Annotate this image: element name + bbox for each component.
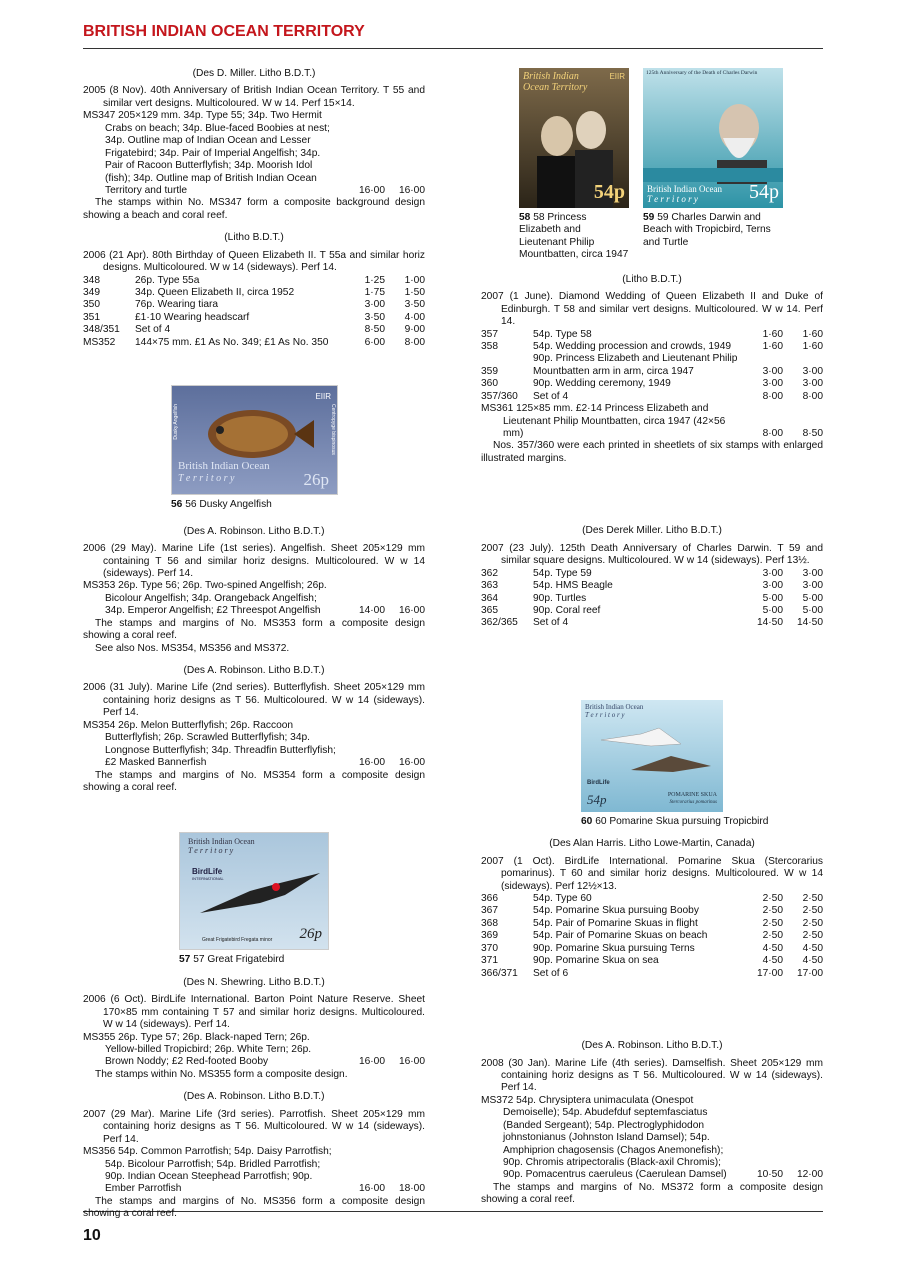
- price-used: 8·00: [802, 390, 823, 402]
- price-mint: 8·50: [364, 324, 385, 336]
- stamp-description: 90p. Pomarine Skua on sea: [533, 955, 659, 967]
- stamp-number: 366/371: [481, 967, 518, 979]
- note: The stamps and margins of No. MS372 form a composite design showing a coral reef.: [481, 1181, 823, 1206]
- price-used: 16·00: [398, 184, 425, 196]
- price-mint: 5·00: [762, 592, 783, 604]
- stamp-territory: T e r r i t o r y: [188, 846, 234, 856]
- issue-intro: 2006 (21 Apr). 80th Birthday of Queen Elizabeth II. T 55a and similar horiz designs. Multicoloured. W w 14 (sideways). Perf 14.: [83, 249, 425, 274]
- stamp-58-image: [519, 68, 629, 208]
- stamp-description: 54p. Type 58: [533, 328, 592, 340]
- stamp-description: 54p. Pair of Pomarine Skuas in flight: [533, 917, 698, 929]
- issue-intro: 2006 (31 July). Marine Life (2nd series). Butterflyfish. Sheet 205×129 mm containing horiz designs as T 56. Multicoloured. W w 14 (sideways). Perf 14.: [83, 682, 425, 719]
- ms-desc: MS347 205×129 mm. 34p. Type 55; 34p. Two Hermit Crabs on beach; 34p. Blue-faced Boobies at nest; 34p. Outline map of Indian Ocean and Lesser Frigatebird; 34p. Pair of Imperial Angelfish; 34p. Pair of Racoon Butterflyfish; 34p. Moorish Idol (fish); 34p. Outline map of British Indian Ocean Territory and turtle: [83, 110, 330, 196]
- stamp-row: [481, 378, 823, 390]
- stamp-number: 371: [481, 955, 498, 967]
- ms-desc: MS353 26p. Type 56; 26p. Two-spined Angelfish; 26p. Bicolour Angelfish; 34p. Orangeback Angelfish; 34p. Emperor Angelfish; £2 Threespot Angelfish: [83, 580, 327, 617]
- stamp-57-image: [179, 832, 329, 950]
- credit: (Des A. Robinson. Litho B.D.T.): [581, 1040, 723, 1052]
- price-used: 2·50: [802, 893, 823, 904]
- stamp-country: British Indian: [523, 71, 579, 82]
- stamp-description: 144×75 mm. £1 As No. 349; £1 As No. 350: [135, 336, 329, 348]
- price-mint: 8·00: [762, 428, 783, 439]
- price-used: 5·00: [802, 604, 823, 616]
- issue-intro: 2006 (29 May). Marine Life (1st series). Angelfish. Sheet 205×129 mm containing T 56 and similar horiz designs. Multicoloured. W w 14 (sideways). Perf 14.: [83, 543, 425, 579]
- stamp-description: 90p. Wedding ceremony, 1949: [533, 378, 671, 390]
- price-mint: 3·00: [364, 299, 385, 311]
- stamp-description: 54p. Type 59: [533, 567, 592, 579]
- price-used: 16·00: [398, 757, 425, 769]
- page-title: BRITISH INDIAN OCEAN TERRITORY: [83, 23, 365, 40]
- stamp-description: Set of 4: [533, 617, 569, 629]
- stamp-top-text: 125th Anniversary of the Death of Charles Darwin: [646, 70, 758, 76]
- caption-text: 60 Pomarine Skua pursuing Tropicbird: [595, 815, 769, 827]
- royal-cypher: EIIR: [609, 72, 625, 81]
- stamp-value: 54p: [587, 791, 607, 807]
- note: The stamps and margins of No. MS356 form a composite design showing a coral reef.: [83, 1195, 425, 1220]
- credit: (Des D. Miller. Litho B.D.T.): [192, 68, 316, 79]
- price-used: 1·50: [404, 287, 425, 298]
- stamp-value: 54p: [749, 181, 779, 203]
- page-number: 10: [83, 1227, 101, 1244]
- stamp-row: [481, 968, 823, 980]
- stamp-row: [481, 893, 823, 905]
- price-mint: 3·00: [762, 365, 783, 377]
- price-mint: 4·50: [762, 955, 783, 967]
- stamp-row: [83, 299, 425, 311]
- stamp-description: Set of 4: [533, 390, 569, 402]
- stamp-description: 54p. Type 60: [533, 893, 592, 904]
- stamp-caption: 56 56 Dusky Angelfish: [171, 499, 272, 511]
- price-used: 1·60: [802, 340, 823, 352]
- stamp-59-image: [643, 68, 783, 208]
- ms-row: [481, 1095, 823, 1182]
- stamp-description: 76p. Wearing tiara: [135, 299, 219, 311]
- stamp-country: British Indian Ocean: [647, 184, 722, 194]
- ms-row: [83, 720, 425, 770]
- price-mint: 5·00: [762, 604, 783, 616]
- issue-intro: 2005 (8 Nov). 40th Anniversary of British Indian Ocean Territory. T 55 and similar vert designs. Multicoloured. W w 14. Perf 15×14.: [83, 85, 425, 109]
- stamp-description: Set of 4: [135, 324, 171, 336]
- price-mint: 17·00: [756, 967, 783, 979]
- price-used: 8·50: [802, 428, 823, 439]
- stamp-territory: T e r r i t o r y: [178, 473, 235, 485]
- stamp-row: [481, 605, 823, 617]
- price-mint: 10·50: [756, 1169, 783, 1181]
- caption-text: 59 Charles Darwin and Beach with Tropicbird, Terns and Turtle: [643, 212, 771, 248]
- price-mint: 2·50: [762, 905, 783, 917]
- stamp-number: 366: [481, 893, 498, 904]
- stamp-description: 90p. Pomarine Skua pursuing Terns: [533, 942, 695, 954]
- stamp-description: 90p. Turtles: [533, 592, 587, 604]
- stamp-row: [83, 275, 425, 287]
- issue-intro: 2007 (1 Oct). BirdLife International. Pomarine Skua (Stercorarius pomarinus). T 60 and similar horiz designs. Multicoloured. W w 14 (sideways). Perf 12½×13.: [481, 855, 823, 892]
- credit: (Des A. Robinson. Litho B.D.T.): [183, 525, 325, 537]
- price-mint: 8·00: [762, 390, 783, 402]
- price-mint: 16·00: [358, 184, 385, 196]
- issue-intro: 2006 (6 Oct). BirdLife International. Barton Point Nature Reserve. Sheet 170×85 mm containing T 57 and similar horiz designs. Multicoloured. W w 14 (sideways). Perf 14.: [83, 994, 425, 1031]
- ms-desc: MS361 125×85 mm. £2·14 Princess Elizabeth and Lieutenant Philip Mountbatten, circa 1947 (42×56 mm): [481, 403, 726, 439]
- price-mint: 6·00: [364, 336, 385, 348]
- price-mint: 2·50: [762, 893, 783, 904]
- price-mint: 2·50: [762, 917, 783, 929]
- stamp-territory: T e r r i t o r y: [585, 710, 625, 719]
- price-mint: 1·60: [762, 328, 783, 340]
- note: The stamps and margins of No. MS353 form a composite design showing a coral reef.: [83, 617, 425, 642]
- stamp-description: 90p. Princess Elizabeth and Lieutenant Philip Mountbatten arm in arm, circa 1947: [533, 353, 738, 377]
- price-mint: 4·50: [762, 942, 783, 954]
- stamp-description: 54p. Wedding procession and crowds, 1949: [533, 340, 732, 352]
- ms-desc: MS355 26p. Type 57; 26p. Black-naped Tern; 26p. Yellow-billed Tropicbird; 26p. White Tern; 26p. Brown Noddy; £2 Red-footed Booby: [83, 1031, 312, 1068]
- stamp-number: 358: [481, 340, 498, 352]
- price-mint: 16·00: [358, 1056, 385, 1068]
- stamp-row: [481, 955, 823, 967]
- stamp-row: [481, 580, 823, 592]
- stamp-description: 26p. Type 55a: [135, 274, 200, 286]
- stamp-number: 364: [481, 592, 498, 604]
- stamp-list: [481, 568, 823, 630]
- stamp-caption: 60 60 Pomarine Skua pursuing Tropicbird: [581, 815, 769, 827]
- stamp-row: [83, 337, 425, 349]
- stamp-caption: 59 59 Charles Darwin and Beach with Tropicbird, Terns and Turtle: [643, 212, 771, 248]
- credit: (Des A. Robinson. Litho B.D.T.): [183, 665, 325, 676]
- credit: (Des A. Robinson. Litho B.D.T.): [183, 1091, 325, 1103]
- birdlife-logo: BirdLife: [192, 867, 223, 877]
- price-used: 2·50: [802, 930, 823, 942]
- stamp-country: British Indian Ocean: [178, 460, 270, 473]
- stamp-number: 365: [481, 604, 498, 616]
- stamp-number: 357/360: [481, 390, 518, 402]
- price-mint: 16·00: [358, 1183, 385, 1195]
- stamp-caption: 58 58 Princess Elizabeth and Lieutenant Philip Mountbatten, circa 1947: [519, 212, 629, 261]
- stamp-row: [481, 568, 823, 580]
- price-used: 16·00: [398, 1056, 425, 1068]
- stamp-number: 349: [83, 287, 100, 298]
- stamp-row: [481, 391, 823, 403]
- stamp-row: [83, 287, 425, 299]
- credit: (Litho B.D.T.): [622, 273, 682, 285]
- stamp-list: [481, 893, 823, 980]
- stamp-bird-latin: Stercorarius pomarinus: [669, 799, 717, 805]
- ms-desc: MS372 54p. Chrysiptera unimaculata (Onespot Demoiselle); 54p. Abudefduf septemfasciatus (Banded Sergeant); 54p. Plectroglyphidodon johnstonianus (Johnston Island Damsel); 54p. Amphiprion chagosensis (Chagos Anemonefish); 90p. Chromis atripectoralis (Black-axil Chromis); 90p. Pomacentrus caeruleus (Caerulean Damsel): [481, 1094, 727, 1181]
- stamp-value: 26p: [303, 470, 329, 490]
- stamp-description: 90p. Coral reef: [533, 604, 601, 616]
- stamp-row: [481, 905, 823, 917]
- price-used: 2·50: [802, 917, 823, 929]
- ms-row: [83, 1032, 425, 1069]
- price-used: 8·00: [404, 336, 425, 348]
- stamp-row: [481, 918, 823, 930]
- stamp-number: 369: [481, 930, 498, 942]
- price-used: 3·00: [802, 365, 823, 377]
- ms-row: [83, 110, 425, 197]
- caption-text: 58 Princess Elizabeth and Lieutenant Philip Mountbatten, circa 1947: [519, 212, 629, 261]
- credit: (Des Alan Harris. Litho Lowe-Martin, Canada): [549, 838, 755, 850]
- stamp-number: 362/365: [481, 617, 518, 629]
- price-used: 3·50: [404, 299, 425, 311]
- price-mint: 16·00: [358, 757, 385, 769]
- price-used: 3·00: [802, 378, 823, 390]
- price-used: 2·50: [802, 905, 823, 917]
- price-used: 16·00: [398, 605, 425, 617]
- stamp-number: 362: [481, 567, 498, 579]
- price-mint: 1·75: [364, 287, 385, 298]
- stamp-60-image: [581, 700, 723, 812]
- stamp-side-text: Dusky Angelfish: [173, 404, 179, 440]
- credit: (Des Derek Miller. Litho B.D.T.): [582, 525, 722, 537]
- price-used: 3·00: [802, 567, 823, 579]
- note: The stamps and margins of No. MS354 form a composite design showing a coral reef.: [83, 769, 425, 793]
- stamp-number: 348/351: [83, 324, 120, 336]
- stamp-number: MS352: [83, 336, 116, 348]
- price-mint: 3·00: [762, 580, 783, 592]
- stamp-56-image: [171, 385, 338, 495]
- stamp-bird-name: Great Frigatebird Fregata minor: [202, 937, 273, 944]
- see-also: See also Nos. MS354, MS356 and MS372.: [95, 642, 290, 654]
- price-used: 4·50: [802, 955, 823, 967]
- caption-text: 57 Great Frigatebird: [193, 954, 285, 966]
- stamp-value: 26p: [299, 926, 322, 943]
- price-mint: 1·25: [364, 274, 385, 286]
- issue-intro: 2007 (1 June). Diamond Wedding of Queen Elizabeth II and Duke of Edinburgh. T 58 and similar vert designs. Multicoloured. W w 14. Perf 14.: [481, 291, 823, 328]
- price-used: 4·50: [802, 942, 823, 954]
- ms-row: [481, 403, 823, 440]
- price-mint: 1·60: [762, 340, 783, 352]
- stamp-row: [481, 341, 823, 353]
- credit: (Des N. Shewring. Litho B.D.T.): [183, 976, 325, 988]
- price-mint: 3·00: [762, 567, 783, 579]
- stamp-row: [481, 930, 823, 942]
- stamp-number: 363: [481, 580, 498, 592]
- stamp-number: 370: [481, 942, 498, 954]
- price-mint: 3·50: [364, 311, 385, 323]
- stamp-list: [481, 329, 823, 404]
- stamp-description: 34p. Queen Elizabeth II, circa 1952: [135, 287, 295, 298]
- stamp-number: 359: [481, 365, 498, 377]
- stamp-58-block: [519, 68, 629, 262]
- stamp-row: [481, 617, 823, 629]
- note: Nos. 357/360 were each printed in sheetlets of six stamps with enlarged illustrated margins.: [481, 440, 823, 464]
- price-used: 12·00: [796, 1169, 823, 1181]
- stamp-territory: T e r r i t o r y: [647, 194, 698, 204]
- stamp-list: [83, 275, 425, 350]
- stamp-number: 357: [481, 328, 498, 340]
- royal-cypher: EIIR: [315, 392, 331, 402]
- stamp-row: [481, 353, 823, 378]
- header-rule: [83, 48, 823, 49]
- stamp-description: Set of 6: [533, 967, 569, 979]
- birdlife-sub: INTERNATIONAL: [192, 876, 224, 882]
- right-column: [481, 68, 823, 1207]
- ms-desc: MS356 54p. Common Parrotfish; 54p. Daisy Parrotfish; 54p. Bicolour Parrotfish; 54p. Bridled Parrotfish; 90p. Indian Ocean Steephead Parrotfish; 90p. Ember Parrotfish: [83, 1146, 332, 1195]
- price-mint: 3·00: [762, 378, 783, 390]
- issue-intro: 2008 (30 Jan). Marine Life (4th series). Damselfish. Sheet 205×129 mm containing horiz designs as T 56. Multicoloured. W w 14 (sideways). Perf 14.: [481, 1057, 823, 1094]
- note: The stamps within No. MS347 form a composite background design showing a beach and coral reef.: [83, 197, 425, 221]
- stamp-row: [83, 312, 425, 324]
- price-used: 5·00: [802, 592, 823, 604]
- price-mint: 14·00: [358, 605, 385, 617]
- stamp-row: [83, 324, 425, 336]
- stamp-bird-name: POMARINE SKUA: [667, 791, 717, 798]
- birdlife-logo: BirdLife: [587, 779, 610, 786]
- price-used: 17·00: [796, 967, 823, 979]
- stamp-description: 54p. Pomarine Skua pursuing Booby: [533, 905, 699, 917]
- caption-text: 56 Dusky Angelfish: [185, 499, 272, 511]
- stamp-country: Ocean Territory: [523, 82, 588, 93]
- ms-desc: MS354 26p. Melon Butterflyfish; 26p. Raccoon Butterflyfish; 26p. Scrawled Butterflyfish; 34p. Longnose Butterflyfish; 34p. Threadfin Butterflyfish; £2 Masked Bannerfish: [83, 719, 336, 769]
- stamp-row: [481, 943, 823, 955]
- left-column: [83, 68, 425, 1221]
- stamp-description: 54p. HMS Beagle: [533, 580, 613, 592]
- stamp-description: £1·10 Wearing headscarf: [135, 311, 250, 323]
- ms-row: [83, 1146, 425, 1196]
- stamp-row: [481, 329, 823, 341]
- credit: (Litho B.D.T.): [224, 232, 284, 244]
- issue-intro: 2007 (29 Mar). Marine Life (3rd series). Parrotfish. Sheet 205×129 mm containing horiz designs as T 56. Multicoloured. W w 14 (sideways). Perf 14.: [83, 1108, 425, 1145]
- stamp-59-block: [643, 68, 783, 262]
- price-used: 1·60: [802, 328, 823, 340]
- price-mint: 2·50: [762, 930, 783, 942]
- stamp-number: 368: [481, 917, 498, 929]
- price-used: 3·00: [802, 580, 823, 592]
- price-used: 14·50: [796, 617, 823, 629]
- issue-intro: 2007 (23 July). 125th Death Anniversary of Charles Darwin. T 59 and similar square designs. Multicoloured. W w 14 (sideways). Perf 13½.: [481, 542, 823, 567]
- stamp-value: 54p: [593, 180, 625, 203]
- price-used: 18·00: [398, 1183, 425, 1195]
- stamp-number: 351: [83, 311, 100, 323]
- stamp-row: [481, 593, 823, 605]
- price-mint: 14·50: [756, 617, 783, 629]
- price-used: 9·00: [404, 324, 425, 336]
- stamp-caption: 57 57 Great Frigatebird: [179, 954, 285, 966]
- stamp-number: 348: [83, 274, 100, 286]
- note: The stamps within No. MS355 form a composite design.: [95, 1068, 348, 1080]
- stamp-number: 350: [83, 299, 100, 311]
- ms-row: [83, 580, 425, 617]
- stamp-country: British Indian Ocean: [188, 837, 255, 847]
- stamp-side-text: Centropyge bispinosus: [330, 404, 336, 456]
- stamp-number: 367: [481, 905, 498, 917]
- stamp-country: British Indian Ocean: [585, 702, 644, 711]
- price-used: 1·00: [404, 274, 425, 286]
- stamp-description: 54p. Pair of Pomarine Skuas on beach: [533, 930, 708, 942]
- price-used: 4·00: [404, 311, 425, 323]
- stamp-number: 360: [481, 378, 498, 390]
